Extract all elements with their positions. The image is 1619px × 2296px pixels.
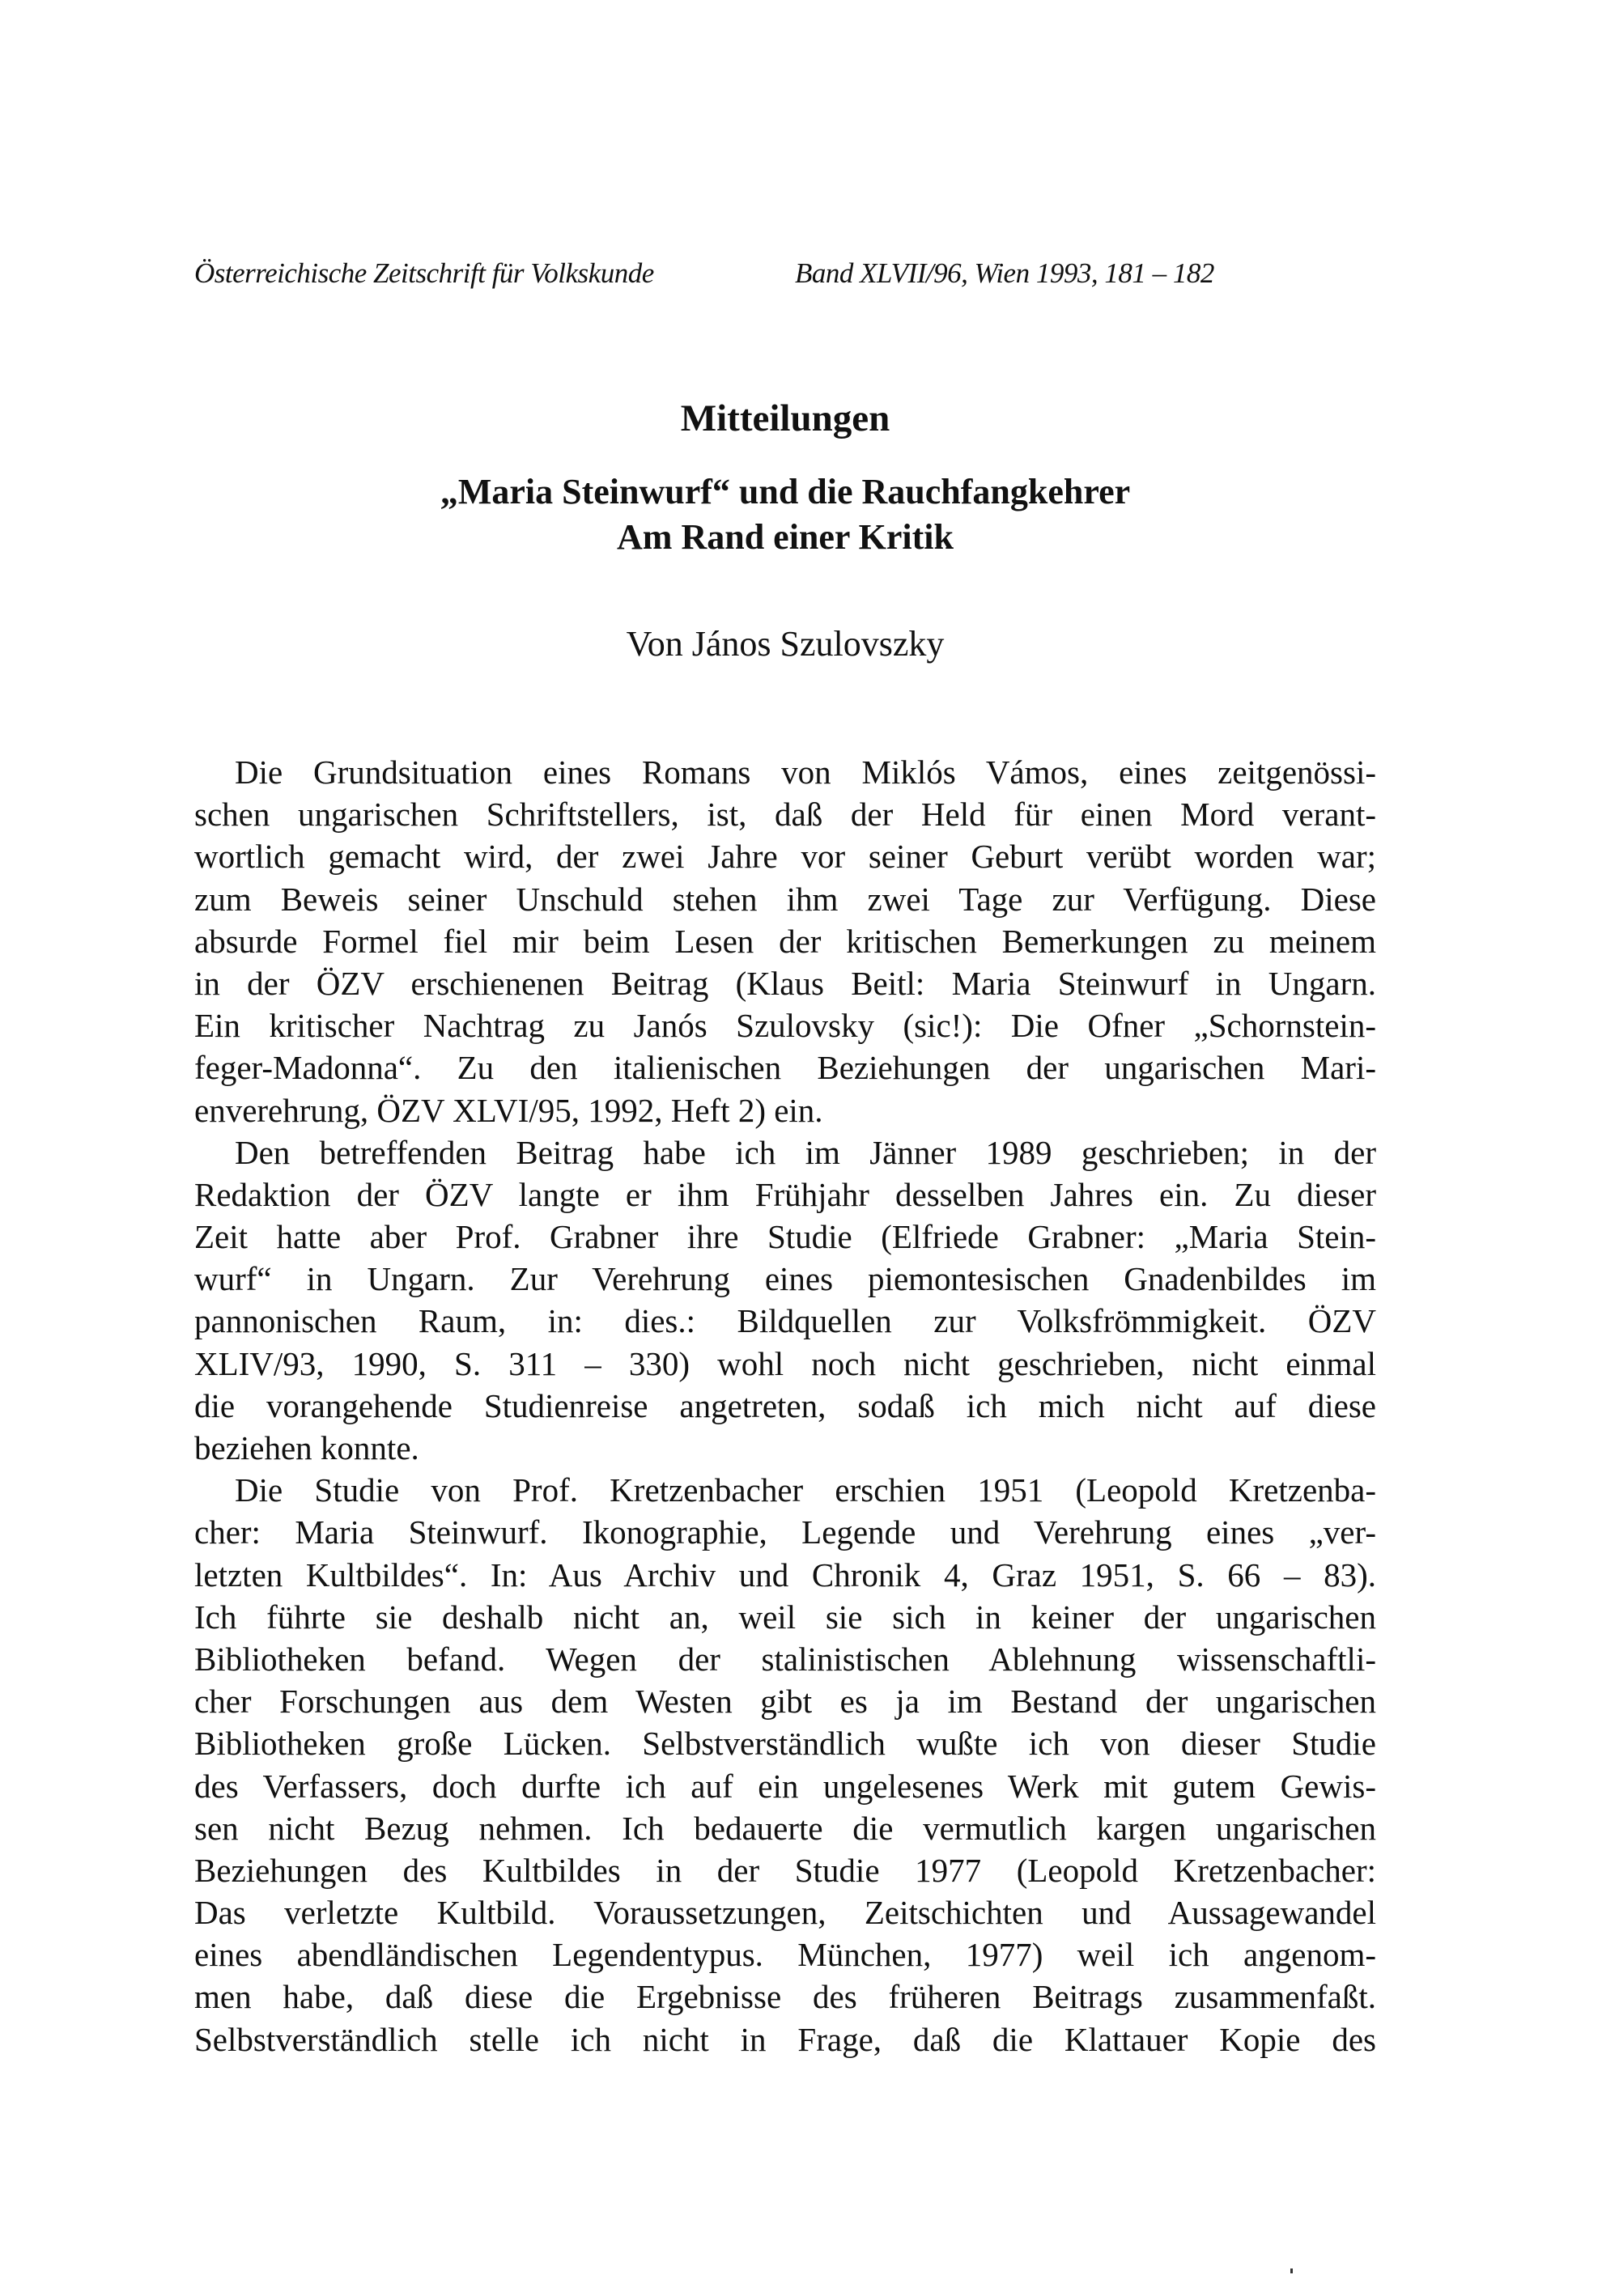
text-line: men habe, daß diese die Ergebnisse des früheren Beitrags zusammenfaßt. [194, 1978, 1376, 2016]
text-line: die vorangehende Studienreise angetreten, sodaß ich mich nicht auf diese [194, 1386, 1376, 1424]
text-line: wurf“ in Ungarn. Zur Verehrung eines piemontesischen Gnadenbildes im [194, 1260, 1376, 1298]
text-line: Den betreffenden Beitrag habe ich im Jänner 1989 geschrieben; in der [235, 1133, 1376, 1171]
text-line: pannonischen Raum, in: dies.: Bildquellen zur Volksfrömmigkeit. ÖZV [194, 1302, 1376, 1340]
text-line: Ich führte sie deshalb nicht an, weil sie sich in keiner der ungarischen [194, 1598, 1376, 1636]
scan-artifact [1290, 2268, 1293, 2273]
text-line: Redaktion der ÖZV langte er ihm Frühjahr desselben Jahres ein. Zu dieser [194, 1175, 1376, 1213]
text-line: sen nicht Bezug nehmen. Ich bedauerte die vermutlich kargen ungarischen [194, 1809, 1376, 1847]
section-title: Mitteilungen [680, 397, 890, 439]
journal-title: Österreichische Zeitschrift für Volkskunde [194, 257, 654, 289]
text-line: Das verletzte Kultbild. Voraussetzungen, Zeitschichten und Aussagewandel [194, 1894, 1376, 1932]
text-line: cher: Maria Steinwurf. Ikonographie, Legende und Verehrung eines „ver- [194, 1513, 1376, 1551]
paragraph [194, 1469, 1376, 2060]
text-line: wortlich gemacht wird, der zwei Jahre vor seiner Geburt verübt worden war; [194, 838, 1376, 876]
text-line: Bibliotheken große Lücken. Selbstverständlich wußte ich von dieser Studie [194, 1725, 1376, 1763]
text-line: Zeit hatte aber Prof. Grabner ihre Studie (Elfriede Grabner: „Maria Stein- [194, 1218, 1376, 1256]
text-line: XLIV/93, 1990, S. 311 – 330) wohl noch nicht geschrieben, nicht einmal [194, 1344, 1376, 1382]
paragraph [194, 1131, 1376, 1470]
text-line: in der ÖZV erschienenen Beitrag (Klaus Beitl: Maria Steinwurf in Ungarn. [194, 964, 1376, 1002]
article-body [194, 751, 1376, 2060]
text-line: feger-Madonna“. Zu den italienischen Beziehungen der ungarischen Mari- [194, 1049, 1376, 1087]
text-line: Die Grundsituation eines Romans von Miklós Vámos, eines zeitgenössi- [235, 753, 1376, 791]
text-line: absurde Formel fiel mir beim Lesen der kritischen Bemerkungen zu meinem [194, 922, 1376, 960]
issue-citation: Band XLVII/96, Wien 1993, 181 – 182 [795, 257, 1214, 289]
text-line: eines abendländischen Legendentypus. München, 1977) weil ich angenom- [194, 1936, 1376, 1974]
article-title [194, 469, 1376, 560]
text-line: cher Forschungen aus dem Westen gibt es ja im Bestand der ungarischen [194, 1683, 1376, 1721]
text-line: Selbstverständlich stelle ich nicht in Frage, daß die Klattauer Kopie des [194, 2020, 1376, 2058]
text-line: zum Beweis seiner Unschuld stehen ihm zwei Tage zur Verfügung. Diese [194, 880, 1376, 918]
text-line: des Verfassers, doch durfte ich auf ein ungelesenes Werk mit gutem Gewis- [194, 1767, 1376, 1805]
text-line: beziehen konnte. [194, 1429, 419, 1466]
text-line: Bibliotheken befand. Wegen der stalinistischen Ablehnung wissenschaftli- [194, 1640, 1376, 1678]
text-line: schen ungarischen Schriftstellers, ist, daß der Held für einen Mord verant- [194, 796, 1376, 834]
text-line: Ein kritischer Nachtrag zu Janós Szulovsky (sic!): Die Ofner „Schornstein- [194, 1007, 1376, 1045]
article-title-line: „Maria Steinwurf“ und die Rauchfangkehrer [440, 472, 1131, 511]
text-line: Beziehungen des Kultbildes in der Studie 1977 (Leopold Kretzenbacher: [194, 1851, 1376, 1889]
author-byline: Von János Szulovszky [626, 624, 945, 664]
text-line: enverehrung, ÖZV XLVI/95, 1992, Heft 2) ein. [194, 1091, 823, 1129]
article-subtitle-line: Am Rand einer Kritik [617, 517, 954, 557]
text-line: letzten Kultbildes“. In: Aus Archiv und Chronik 4, Graz 1951, S. 66 – 83). [194, 1555, 1376, 1594]
text-line: Die Studie von Prof. Kretzenbacher erschien 1951 (Leopold Kretzenba- [235, 1471, 1376, 1509]
paragraph [194, 751, 1376, 1131]
